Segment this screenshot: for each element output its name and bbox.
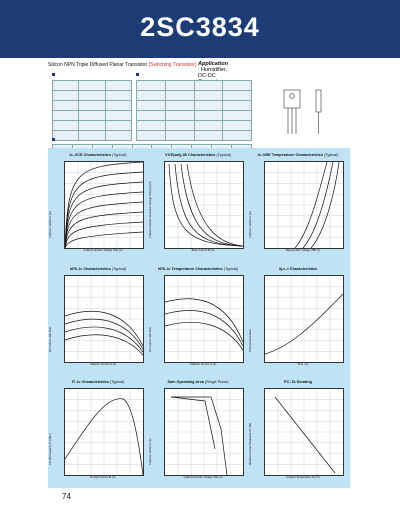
graph-title-note: (Typical) (111, 153, 127, 157)
graph-svg (265, 389, 343, 475)
graph-4 (48, 262, 148, 375)
characteristic-curve (275, 397, 335, 473)
section-marker-ratings (52, 73, 57, 77)
graph-x-label: Collector-Emitter Voltage VCE (V) (83, 249, 123, 252)
graph-title-note: (Typical) (222, 267, 239, 271)
package-drawing (258, 76, 338, 142)
header-banner (0, 0, 400, 58)
graph-svg (65, 162, 143, 248)
graph-title (148, 380, 248, 384)
graph-y-label: Collector Current Ic (A) (249, 211, 252, 238)
graph-title-text: Ic–VCE Characteristics (69, 153, 112, 157)
graph-y-label: DC Current Gain hFE (149, 327, 152, 352)
graph-x-label: Time t (s) (297, 363, 309, 366)
graph-9 (248, 375, 348, 488)
characteristic-curve (171, 397, 215, 449)
subtitle-line (48, 61, 228, 79)
graph-title (148, 267, 248, 271)
graph-x-label: Base Current IB (A) (191, 249, 215, 252)
graph-svg (265, 162, 343, 248)
graph-title-text: fT–Ic Characteristics (71, 380, 109, 384)
graph-x-label: Collector Current Ic (A) (89, 363, 117, 366)
application-text: : Humidifier, DC-DC (198, 67, 228, 79)
graph-x-label: Collector Current Ic (A) (189, 363, 217, 366)
graph-title-note: (Typical) (110, 267, 127, 271)
graph-x-label: Base-Emitter Voltage VBE (V) (285, 249, 321, 252)
graph-title-note: (Typical) (108, 380, 125, 384)
graph-title (48, 267, 148, 271)
graph-plot-area (264, 161, 344, 249)
graph-title-note: (Typical) (322, 153, 339, 157)
graph-svg (65, 276, 143, 362)
graph-svg (165, 389, 243, 475)
graph-title-note: (Single Pulse) (203, 380, 229, 384)
section-marker-electrical (136, 73, 141, 77)
graph-y-label: Cut-off Frequency fT (MHz) (49, 433, 52, 465)
graph-plot-area (164, 161, 244, 249)
graph-5 (148, 262, 248, 375)
absolute-ratings-table (52, 80, 132, 141)
graph-8 (148, 375, 248, 488)
package-outline (258, 76, 338, 142)
graph-plot-area (64, 275, 144, 363)
graph-x-label: Ambient Temperature Ta (°C) (286, 476, 320, 479)
graph-svg (165, 276, 243, 362)
graph-svg (265, 276, 343, 362)
application-label: Application (198, 61, 228, 67)
graph-title (48, 153, 148, 157)
graph-plot-area (64, 161, 144, 249)
graph-title-text: hFE–Ic Characteristics (69, 267, 111, 271)
graph-plot-area (164, 388, 244, 476)
graph-plot-area (264, 275, 344, 363)
graph-title (148, 153, 248, 157)
device-note: (Switching Transistor) (148, 62, 197, 68)
characteristic-curve (171, 397, 227, 475)
graph-title-text: hFE–Ic Temperature Characteristics (157, 267, 223, 271)
graph-plot-area (264, 388, 344, 476)
graph-y-label: Collector-Emitter Saturation Voltage VCE(sat) (V) (149, 181, 152, 238)
graph-y-label: Maximum Power Dissipation PC (W) (249, 423, 252, 465)
graph-y-label: Thermal Resistance (249, 328, 252, 352)
graph-title-text: θj-c–t Characteristics (278, 267, 318, 271)
graph-svg (65, 389, 143, 475)
part-number-title: 2SC3834 (140, 12, 260, 42)
graph-y-label: Collector Current Ic (A) (49, 211, 52, 238)
graph-plot-area (64, 388, 144, 476)
page-number: 74 (62, 492, 71, 501)
graph-title-text: Ic–VBE Temperature Characteristics (257, 153, 323, 157)
graph-7 (48, 375, 148, 488)
graph-x-label: Emitter Current IE (A) (90, 476, 116, 479)
graph-title (248, 380, 348, 384)
graph-y-label: Collector Current Ic (A) (149, 438, 152, 465)
device-description: Silicon NPN Triple Diffused Planar Transistor (48, 62, 148, 68)
graph-title (48, 380, 148, 384)
graph-title (248, 267, 348, 271)
graph-title-text: PC–Ta Derating (284, 380, 312, 384)
graph-svg (165, 162, 243, 248)
graph-x-label: Collector-Emitter Voltage VCE (V) (183, 476, 223, 479)
graph-title (248, 153, 348, 157)
graph-y-label: DC Current Gain hFE (49, 327, 52, 352)
graph-title-note: (Typical) (215, 153, 231, 157)
graph-2 (148, 148, 248, 261)
graph-title-text: VCE(sat)–IB Characteristics (165, 153, 216, 157)
electrical-characteristics-table (136, 80, 252, 141)
graph-title-text: Safe Operating Area (167, 380, 204, 384)
graph-3 (248, 148, 348, 261)
graph-plot-area (164, 275, 244, 363)
section-marker-typical (52, 138, 57, 142)
graph-1 (48, 148, 148, 261)
graph-6 (248, 262, 348, 375)
